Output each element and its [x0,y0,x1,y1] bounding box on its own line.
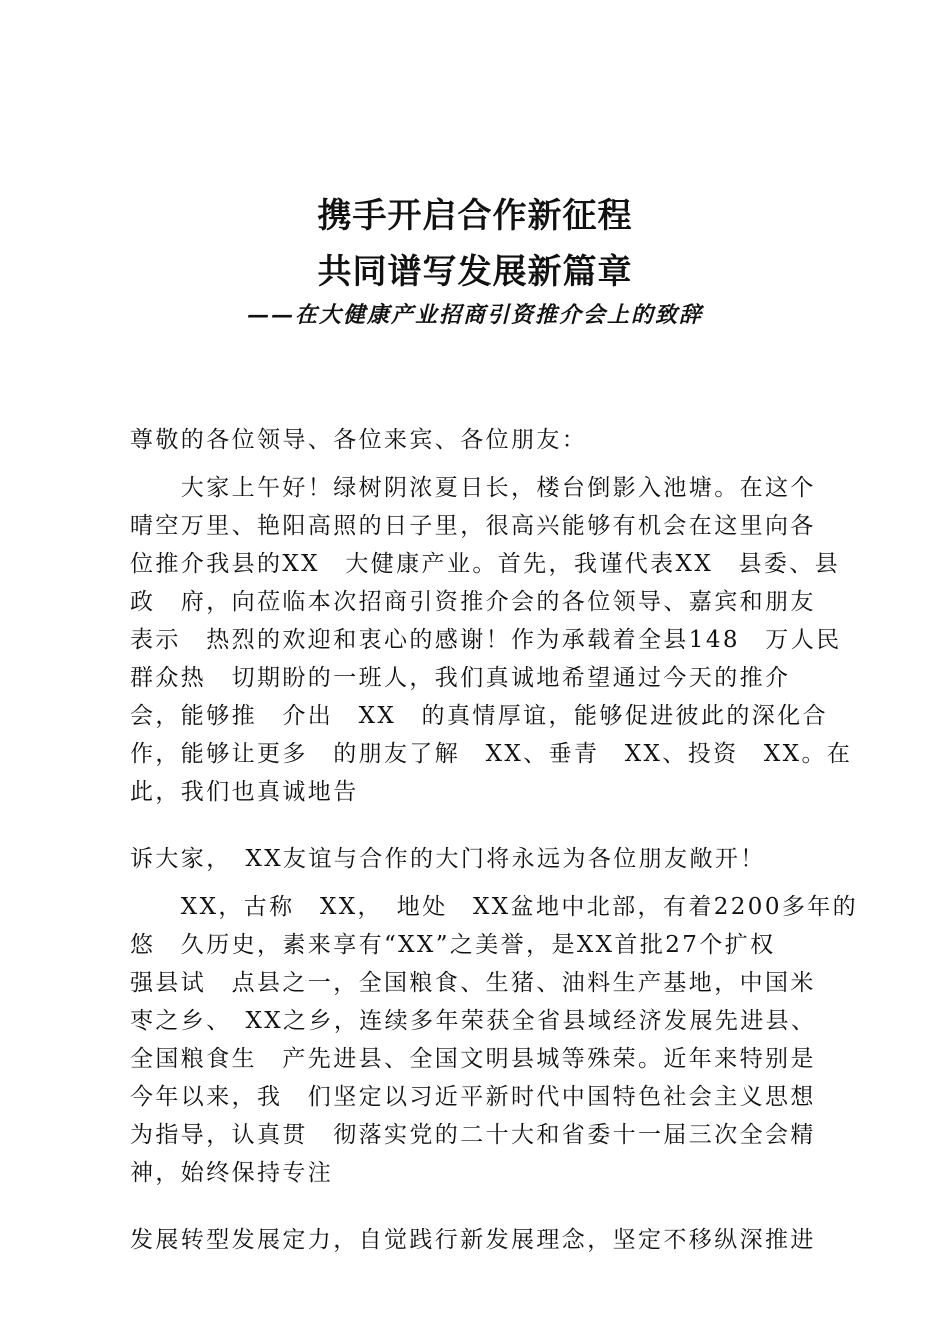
paragraph-line: 晴空万里、艳阳高照的日子里，很高兴能够有机会在这里向各 [130,513,816,539]
paragraph-line: 会，能够推 介出 XX 的真情厚谊，能够促进彼此的深化合 [130,703,828,729]
paragraph-line: 大家上午好！绿树阴浓夏日长，楼台倒影入池塘。在这个 [130,475,816,501]
paragraph-line: 表示 热烈的欢迎和衷心的感谢！作为承载着全县148 万人民 [130,627,842,653]
paragraph-line: XX，古称 XX， 地处 XX盆地中北部，有着2200多年的 [130,894,859,920]
title-line-1: 携手开启合作新征程 [317,196,633,236]
subtitle: ——在大健康产业招商引资推介会上的致辞 [246,302,703,328]
paragraph-line: 此，我们也真诚地告 [130,779,359,805]
paragraph-line: 悠 久历史，素来享有“XX”之美誉，是XX首批27个扩权 [130,932,776,958]
title-line-2: 共同谱写发展新篇章 [317,252,633,292]
paragraph-line: 发展转型发展定力，自觉践行新发展理念，坚定不移纵深推进 [130,1227,816,1253]
paragraph-line: 政 府，向莅临本次招商引资推介会的各位领导、嘉宾和朋友 [130,589,816,615]
paragraph-line: 强县试 点县之一，全国粮食、生猪、油料生产基地，中国米 [130,970,816,996]
paragraph-line: 枣之乡、 XX之乡，连续多年荣获全省县域经济发展先进县、 [130,1008,817,1034]
paragraph-line: 诉大家， XX友谊与合作的大门将永远为各位朋友敞开！ [130,846,766,872]
paragraph-line: 今年以来，我 们坚定以习近平新时代中国特色社会主义思想 [130,1084,816,1110]
paragraph-line: 全国粮食生 产先进县、全国文明县城等殊荣。近年来特别是 [130,1046,816,1072]
paragraph-line: 为指导，认真贯 彻落实党的二十大和省委十一届三次全会精 [130,1122,816,1148]
paragraph-line: 位推介我县的XX 大健康产业。首先，我谨代表XX 县委、县 [130,551,841,577]
paragraph-line: 群众热 切期盼的一班人，我们真诚地希望通过今天的推介 [130,665,791,691]
paragraph-line: 神，始终保持专注 [130,1160,334,1186]
salutation: 尊敬的各位领导、各位来宾、各位朋友： [130,427,588,453]
paragraph-line: 作，能够让更多 的朋友了解 XX、垂青 XX、投资 XX。在 [130,741,853,767]
